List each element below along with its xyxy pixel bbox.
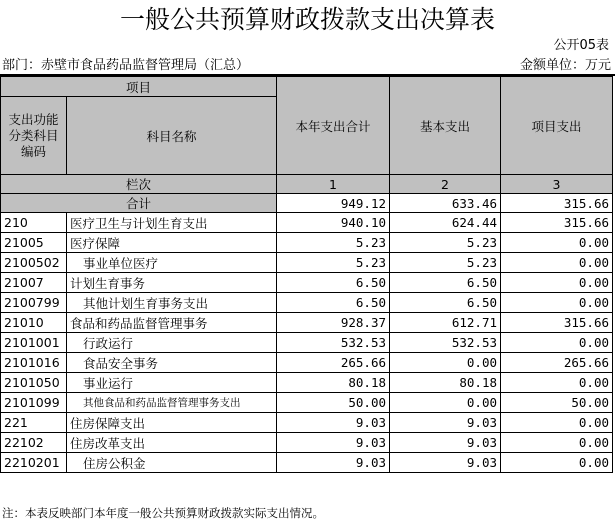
row-basic: 5.23 [390,233,501,253]
row-name: 食品安全事务 [67,353,277,373]
row-basic: 0.00 [390,353,501,373]
row-name: 其他食品和药品监督管理事务支出 [67,393,277,413]
seq-2: 2 [390,175,501,194]
total-row-project: 315.66 [501,194,613,213]
row-total: 940.10 [277,213,390,233]
amount-unit-label: 金额单位：万元 [519,58,611,73]
row-name: 食品和药品监督管理事务 [67,313,277,333]
row-project: 265.66 [501,353,613,373]
row-name: 住房改革支出 [67,433,277,453]
row-name: 行政运行 [67,333,277,353]
row-name: 事业单位医疗 [67,253,277,273]
table-row [1,373,613,393]
row-name: 医疗保障 [67,233,277,253]
form-number: 公开05表 [553,38,609,53]
row-basic: 9.03 [390,433,501,453]
row-total: 9.03 [277,453,390,473]
row-code: 21007 [1,273,67,293]
row-project: 50.00 [501,393,613,413]
row-project: 315.66 [501,313,613,333]
seq-1: 1 [277,175,390,194]
table-row [1,233,613,253]
row-total: 6.50 [277,273,390,293]
row-name: 住房保障支出 [67,413,277,433]
table-row [1,413,613,433]
row-code: 21005 [1,233,67,253]
basic-column-header: 基本支出 [390,77,501,175]
row-basic: 0.00 [390,393,501,413]
row-basic: 6.50 [390,273,501,293]
project-header: 项目 [1,77,277,97]
row-total: 265.66 [277,353,390,373]
row-total: 928.37 [277,313,390,333]
row-code: 21010 [1,313,67,333]
row-name: 医疗卫生与计划生育支出 [67,213,277,233]
row-total: 9.03 [277,433,390,453]
department-label: 部门：赤壁市食品药品监督管理局（汇总） [2,58,250,73]
row-project: 0.00 [501,373,613,393]
row-basic: 624.44 [390,213,501,233]
row-total: 5.23 [277,253,390,273]
row-total: 5.23 [277,233,390,253]
table-row [1,353,613,373]
row-total: 80.18 [277,373,390,393]
row-code: 2101001 [1,333,67,353]
row-total: 50.00 [277,393,390,413]
total-row-total: 949.12 [277,194,390,213]
total-row-basic: 633.46 [390,194,501,213]
table-row [1,273,613,293]
row-code: 22102 [1,433,67,453]
expenditure-table [0,76,613,473]
row-total: 6.50 [277,293,390,313]
row-name: 计划生育事务 [67,273,277,293]
row-project: 0.00 [501,333,613,353]
total-column-header: 本年支出合计 [277,77,390,175]
row-code: 210 [1,213,67,233]
row-code: 2100502 [1,253,67,273]
table-row [1,313,613,333]
row-basic: 532.53 [390,333,501,353]
row-basic: 6.50 [390,293,501,313]
row-code: 2100799 [1,293,67,313]
row-name: 事业运行 [67,373,277,393]
code-column-header: 支出功能分类科目编码 [1,97,67,175]
table-row [1,213,613,233]
row-project: 0.00 [501,453,613,473]
seq-label: 栏次 [1,175,277,194]
row-basic: 9.03 [390,413,501,433]
row-code: 2101050 [1,373,67,393]
table-row [1,393,613,413]
row-name: 住房公积金 [67,453,277,473]
row-basic: 5.23 [390,253,501,273]
row-project: 0.00 [501,293,613,313]
project-column-header: 项目支出 [501,77,613,175]
row-code: 221 [1,413,67,433]
row-code: 2101099 [1,393,67,413]
row-project: 0.00 [501,273,613,293]
table-row [1,453,613,473]
footnote: 注：本表反映部门本年度一般公共预算财政拨款实际支出情况。 [2,506,324,520]
row-total: 532.53 [277,333,390,353]
total-row-label: 合计 [1,194,277,213]
row-basic: 9.03 [390,453,501,473]
row-project: 0.00 [501,233,613,253]
table-row [1,293,613,313]
row-project: 315.66 [501,213,613,233]
row-name: 其他计划生育事务支出 [67,293,277,313]
row-code: 2101016 [1,353,67,373]
row-project: 0.00 [501,253,613,273]
row-basic: 80.18 [390,373,501,393]
row-project: 0.00 [501,413,613,433]
table-row [1,333,613,353]
report-title: 一般公共预算财政拨款支出决算表 [119,5,495,34]
name-column-header: 科目名称 [67,97,277,175]
table-row [1,253,613,273]
row-project: 0.00 [501,433,613,453]
table-row [1,433,613,453]
row-total: 9.03 [277,413,390,433]
row-code: 2210201 [1,453,67,473]
seq-3: 3 [501,175,613,194]
row-basic: 612.71 [390,313,501,333]
